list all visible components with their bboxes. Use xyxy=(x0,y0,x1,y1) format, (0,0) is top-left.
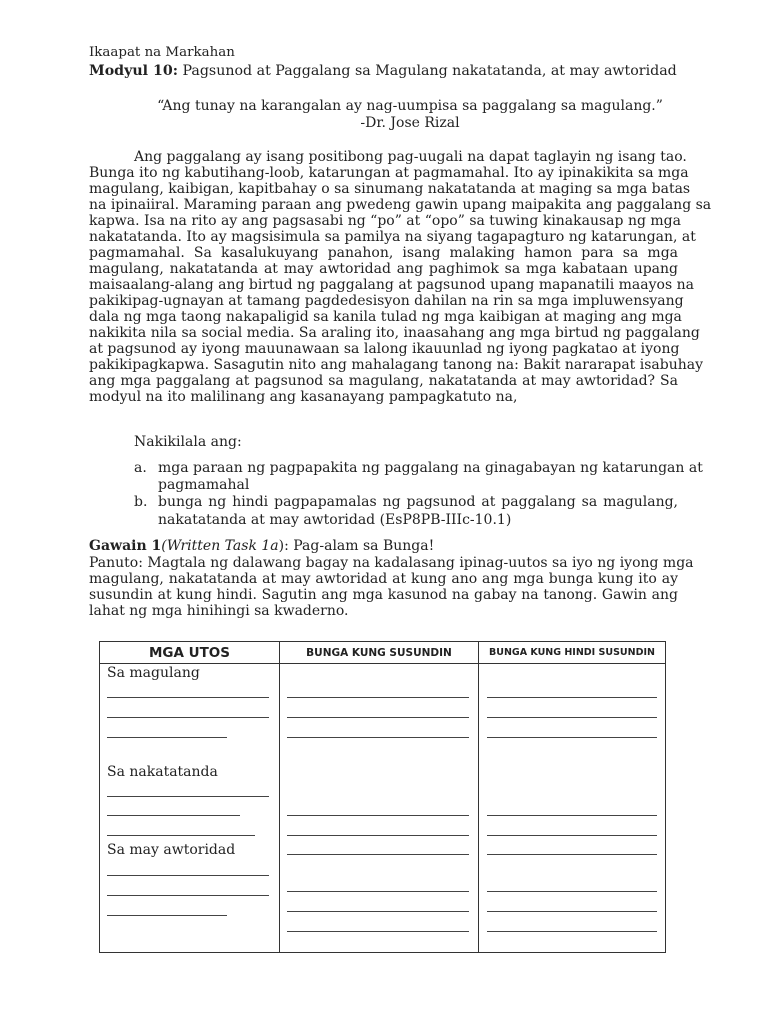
column-header-bunga-susundin: BUNGA KUNG SUSUNDIN xyxy=(306,646,452,659)
quote-text: “Ang tunay na karangalan ay nag-uumpisa sa paggalang sa magulang.” xyxy=(157,98,663,114)
answer-line xyxy=(107,875,269,876)
answer-line xyxy=(487,717,657,718)
paragraph-line: modyul na ito malilinang ang kasanayang pampagkatuto na, xyxy=(89,389,518,405)
answer-line xyxy=(487,854,657,855)
paragraph-line: nakikita nila sa social media. Sa araling ito, inaasahang ang mga birtud ng paggalang xyxy=(89,325,700,341)
task-label: Gawain 1 xyxy=(89,538,162,554)
task-heading xyxy=(89,538,434,554)
paragraph-line: pagmamahal. Sa kasalukuyang panahon, isang malaking hamon para sa mga xyxy=(89,245,678,261)
answer-table xyxy=(99,641,666,953)
task-subtitle: (Written Task 1a xyxy=(161,538,279,554)
objective-marker: a. xyxy=(134,460,147,476)
answer-line xyxy=(287,891,469,892)
header-divider xyxy=(100,663,665,664)
answer-line xyxy=(487,931,657,932)
column-header-bunga-hindi-susundin: BUNGA KUNG HINDI SUSUNDIN xyxy=(489,647,655,658)
paragraph-line: pakikipagkapwa. Sasagutin nito ang mahalagang tanong na: Bakit nararapat isabuhay xyxy=(89,357,703,373)
task-instruction-line: Panuto: Magtala ng dalawang bagay na kadalasang ipinag-uutos sa iyo ng iyong mga xyxy=(89,555,694,571)
answer-line xyxy=(287,835,469,836)
paragraph-line: nakatatanda. Ito ay magsisimula sa pamilya na siyang tagapagturo ng katarungan, at xyxy=(89,229,696,245)
module-heading xyxy=(89,63,677,79)
answer-line xyxy=(487,891,657,892)
paragraph-line: magulang, kaibigan, kapitbahay o sa sinumang nakatatanda at maging sa mga batas xyxy=(89,181,691,197)
answer-line xyxy=(487,835,657,836)
section-label-nakatatanda: Sa nakatatanda xyxy=(107,764,218,780)
answer-line xyxy=(107,737,227,738)
paragraph-line: ang mga paggalang at pagsunod sa magulang, nakatatanda at may awtoridad? Sa xyxy=(89,373,678,389)
objective-text: pagmamahal xyxy=(158,477,250,493)
answer-line xyxy=(487,815,657,816)
column-divider xyxy=(478,642,479,952)
answer-line xyxy=(287,931,469,932)
answer-line xyxy=(287,697,469,698)
objective-text: bunga ng hindi pagpapamalas ng pagsunod at paggalang sa magulang, xyxy=(158,494,678,510)
task-instruction-line: lahat ng mga hinihingi sa kwaderno. xyxy=(89,603,349,619)
answer-line xyxy=(487,697,657,698)
answer-line xyxy=(487,737,657,738)
answer-line xyxy=(287,737,469,738)
quote-author: -Dr. Jose Rizal xyxy=(360,115,460,131)
answer-line xyxy=(107,697,269,698)
answer-line xyxy=(107,915,227,916)
objectives-intro: Nakikilala ang: xyxy=(134,434,242,450)
column-divider xyxy=(279,642,280,952)
task-instruction-line: susundin at kung hindi. Sagutin ang mga kasunod na gabay na tanong. Gawin ang xyxy=(89,587,678,603)
section-label-magulang: Sa magulang xyxy=(107,665,200,681)
task-instruction-line: magulang, nakatatanda at may awtoridad at kung ano ang mga bunga kung ito ay xyxy=(89,571,678,587)
paragraph-line: Ang paggalang ay isang positibong pag-uugali na dapat taglayin ng isang tao. xyxy=(134,149,687,165)
paragraph-line: kapwa. Isa na rito ay ang pagsasabi ng “po” at “opo” sa tuwing kinakausap ng mga xyxy=(89,213,681,229)
answer-line xyxy=(287,717,469,718)
paragraph-line: dala ng mga taong nakapaligid sa kanila tulad ng mga kaibigan at maging ang mga xyxy=(89,309,682,325)
paragraph-line: pakikipag-ugnayan at tamang pagdedesisyon dahilan na rin sa mga impluwensyang xyxy=(89,293,684,309)
module-label: Modyul 10: xyxy=(89,63,178,79)
answer-line xyxy=(107,796,269,797)
paragraph-line: magulang, nakatatanda at may awtoridad ang paghimok sa mga kabataan upang xyxy=(89,261,678,277)
section-label-may-awtoridad: Sa may awtoridad xyxy=(107,842,236,858)
quarter-label: Ikaapat na Markahan xyxy=(89,45,235,60)
paragraph-line: maisaalang-alang ang birtud ng paggalang at pagsunod upang mapanatili maayos na xyxy=(89,277,694,293)
answer-line xyxy=(287,854,469,855)
answer-line xyxy=(487,911,657,912)
paragraph-line: Bunga ito ng kabutihang-loob, katarungan at pagmamahal. Ito ay ipinakikita sa mga xyxy=(89,165,689,181)
paragraph-line: at pagsunod ay iyong mauunawaan sa lalong ikauunlad ng iyong pagkatao at iyong xyxy=(89,341,680,357)
column-header-mga-utos: MGA UTOS xyxy=(148,644,231,661)
objective-text: mga paraan ng pagpapakita ng paggalang na ginagabayan ng katarungan at xyxy=(158,460,703,476)
answer-line xyxy=(287,911,469,912)
answer-line xyxy=(107,895,269,896)
objective-text: nakatatanda at may awtoridad (EsP8PB-IIIc-10.1) xyxy=(158,512,512,528)
answer-line xyxy=(287,815,469,816)
module-title: Pagsunod at Paggalang sa Magulang nakatatanda, at may awtoridad xyxy=(177,63,677,79)
paragraph-line: na ipinaiiral. Maraming paraan ang pwedeng gawin upang maipakita ang paggalang sa xyxy=(89,197,712,213)
objective-marker: b. xyxy=(134,494,148,510)
answer-line xyxy=(107,717,269,718)
answer-line xyxy=(107,835,255,836)
answer-line xyxy=(107,815,240,816)
task-title: ): Pag-alam sa Bunga! xyxy=(278,538,435,554)
